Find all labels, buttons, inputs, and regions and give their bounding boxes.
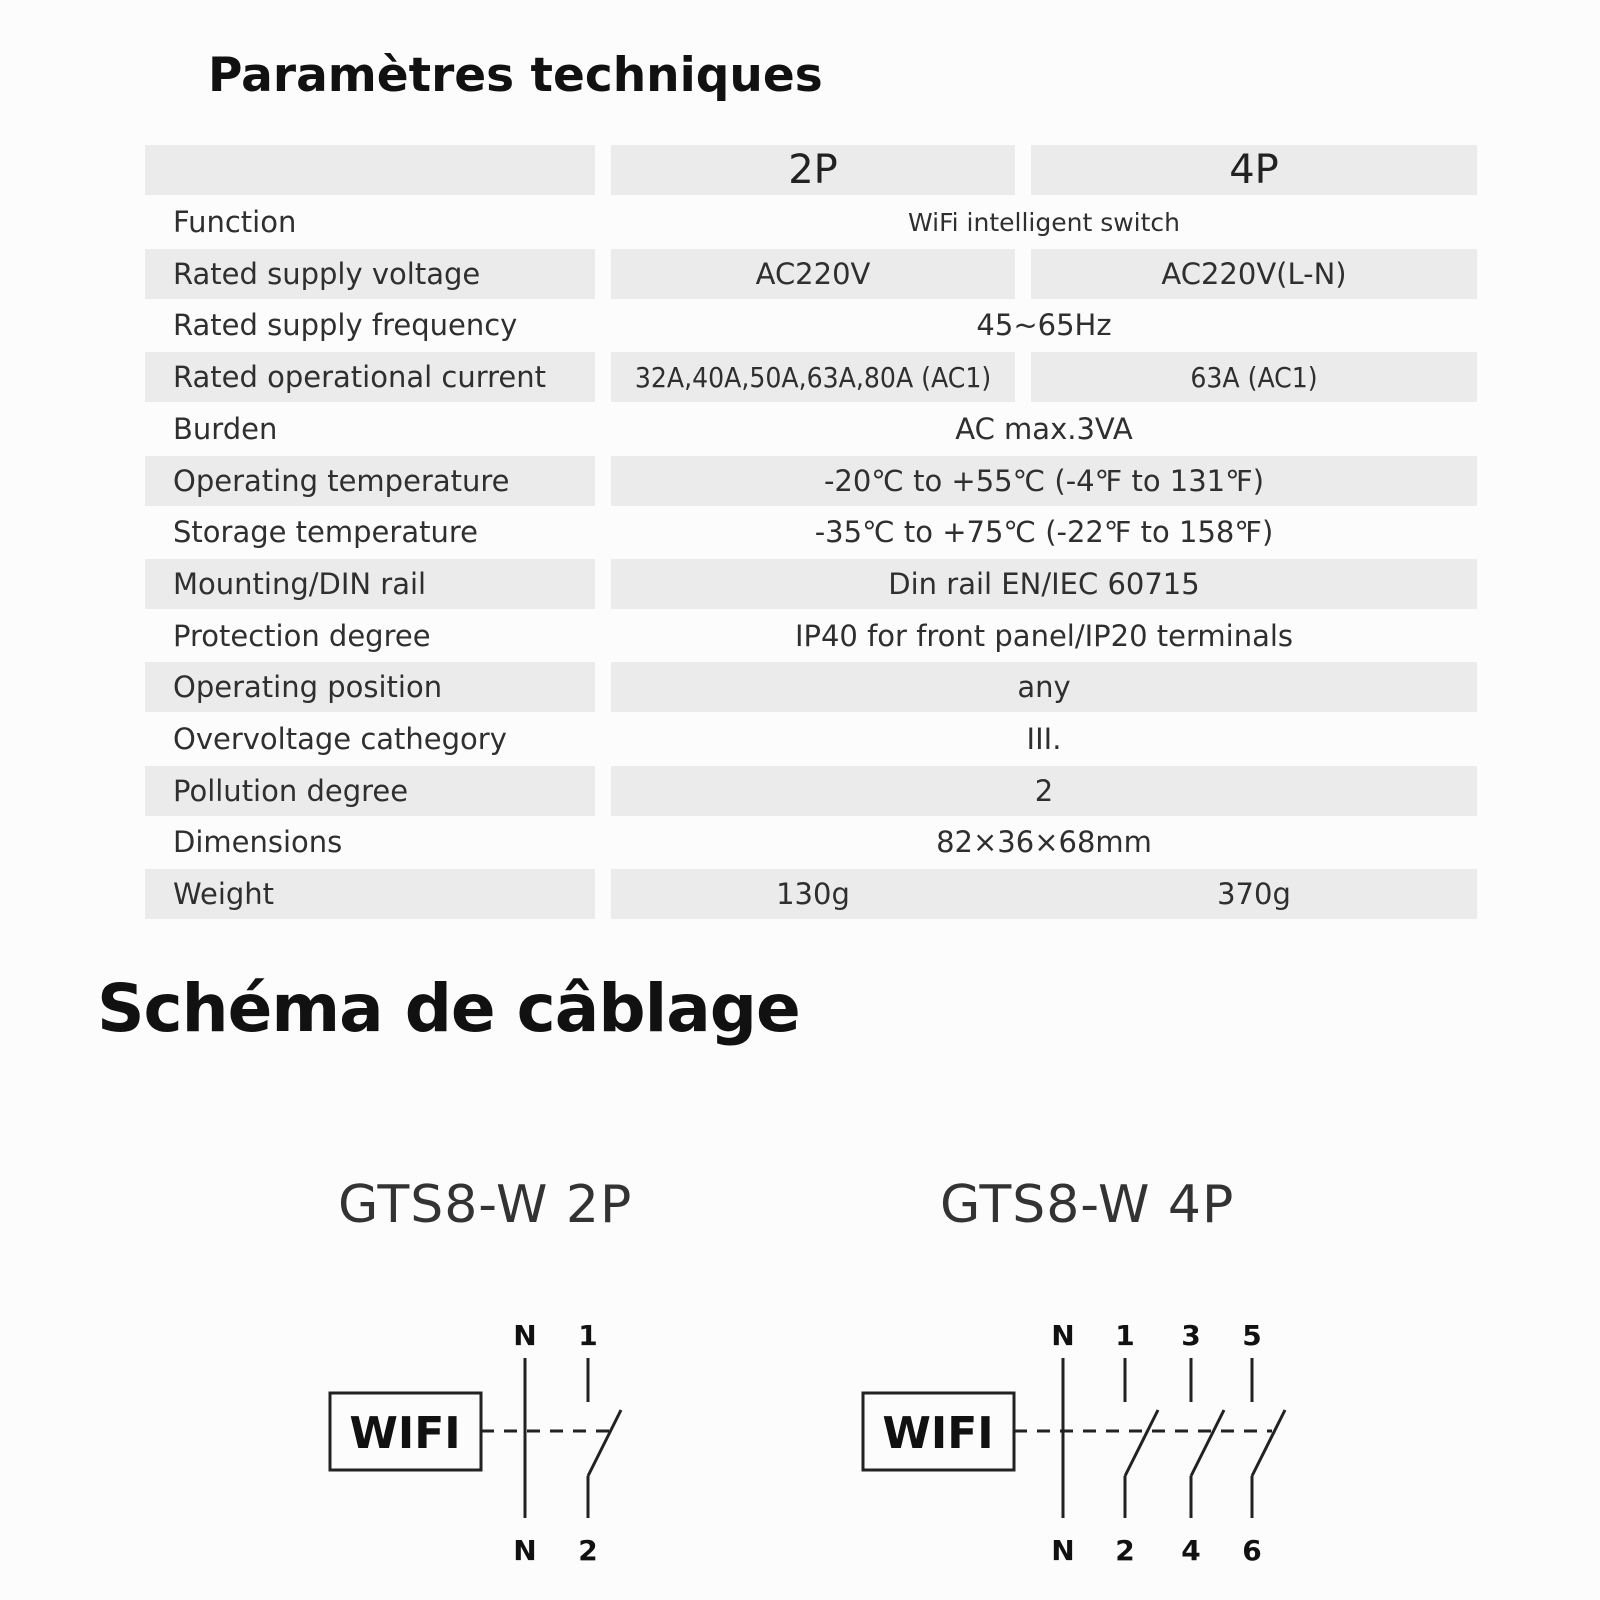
row-label: Burden bbox=[173, 412, 278, 446]
terminal-label-top: 1 bbox=[1115, 1319, 1135, 1352]
row-value-span: Din rail EN/IEC 60715 bbox=[611, 559, 1477, 609]
row-value-span: III. bbox=[1026, 722, 1062, 756]
row-value-span: -35℃ to +75℃ (-22℉ to 158℉) bbox=[814, 515, 1274, 549]
row-value-2p: AC220V bbox=[611, 249, 1015, 299]
pole-1-switch-contact bbox=[588, 1410, 621, 1476]
row-label: Storage temperature bbox=[173, 515, 478, 549]
row-value-span: any bbox=[611, 662, 1477, 712]
terminal-label-top: N bbox=[513, 1319, 537, 1352]
row-value-span: -20℃ to +55℃ (-4℉ to 131℉) bbox=[611, 456, 1477, 506]
row-label: Operating position bbox=[145, 662, 595, 712]
row-value-span: AC max.3VA bbox=[955, 412, 1133, 446]
diagram-4p bbox=[863, 1319, 1285, 1567]
row-label: Mounting/DIN rail bbox=[145, 559, 595, 609]
wifi-module-label: WIFI bbox=[882, 1408, 994, 1459]
row-value-2p: 130g bbox=[776, 877, 850, 911]
row-value-span: 2 bbox=[611, 766, 1477, 816]
row-label: Rated supply frequency bbox=[173, 308, 518, 342]
row-label: Operating temperature bbox=[145, 456, 595, 506]
spec-section-title: Paramètres techniques bbox=[208, 48, 823, 103]
terminal-label-top: 5 bbox=[1242, 1319, 1262, 1352]
terminal-label-bottom: 6 bbox=[1242, 1534, 1262, 1567]
row-value-4p: AC220V(L-N) bbox=[1031, 249, 1477, 299]
row-label: Dimensions bbox=[173, 825, 343, 859]
terminal-label-bottom: 2 bbox=[1115, 1534, 1135, 1567]
pole-5-switch-contact bbox=[1252, 1410, 1285, 1476]
pole-1-switch-contact bbox=[1125, 1410, 1158, 1476]
row-value-span: IP40 for front panel/IP20 terminals bbox=[794, 619, 1294, 653]
row-label: Function bbox=[173, 205, 297, 239]
row-value-2p: 32A,40A,50A,63A,80A (AC1) bbox=[611, 352, 1015, 402]
row-label: Weight bbox=[145, 869, 595, 919]
terminal-label-top: 1 bbox=[578, 1319, 598, 1352]
pole-3-switch-contact bbox=[1191, 1410, 1224, 1476]
terminal-label-bottom: N bbox=[513, 1534, 537, 1567]
row-label: Protection degree bbox=[173, 619, 431, 653]
diagram-4p-model: GTS8-W 4P bbox=[940, 1175, 1235, 1235]
row-label: Pollution degree bbox=[145, 766, 595, 816]
wifi-module-label: WIFI bbox=[349, 1408, 461, 1459]
table-header-4p: 4P bbox=[1031, 145, 1477, 195]
terminal-label-bottom: N bbox=[1051, 1534, 1075, 1567]
row-value-span: WiFi intelligent switch bbox=[907, 207, 1181, 237]
wiring-section-title: Schéma de câblage bbox=[97, 970, 800, 1047]
row-value-span: 82×36×68mm bbox=[936, 825, 1152, 859]
row-label: Rated operational current bbox=[145, 352, 595, 402]
row-label: Rated supply voltage bbox=[145, 249, 595, 299]
table-header-2p: 2P bbox=[611, 145, 1015, 195]
diagram-2p bbox=[330, 1319, 621, 1567]
diagram-2p-model: GTS8-W 2P bbox=[338, 1175, 633, 1235]
row-value-4p: 370g bbox=[1217, 877, 1291, 911]
row-value-4p: 63A (AC1) bbox=[1031, 352, 1477, 402]
terminal-label-bottom: 2 bbox=[578, 1534, 598, 1567]
terminal-label-top: N bbox=[1051, 1319, 1075, 1352]
row-value-span: 45~65Hz bbox=[976, 308, 1112, 342]
row-label: Overvoltage cathegory bbox=[173, 722, 507, 756]
terminal-label-bottom: 4 bbox=[1181, 1534, 1201, 1567]
terminal-label-top: 3 bbox=[1181, 1319, 1201, 1352]
